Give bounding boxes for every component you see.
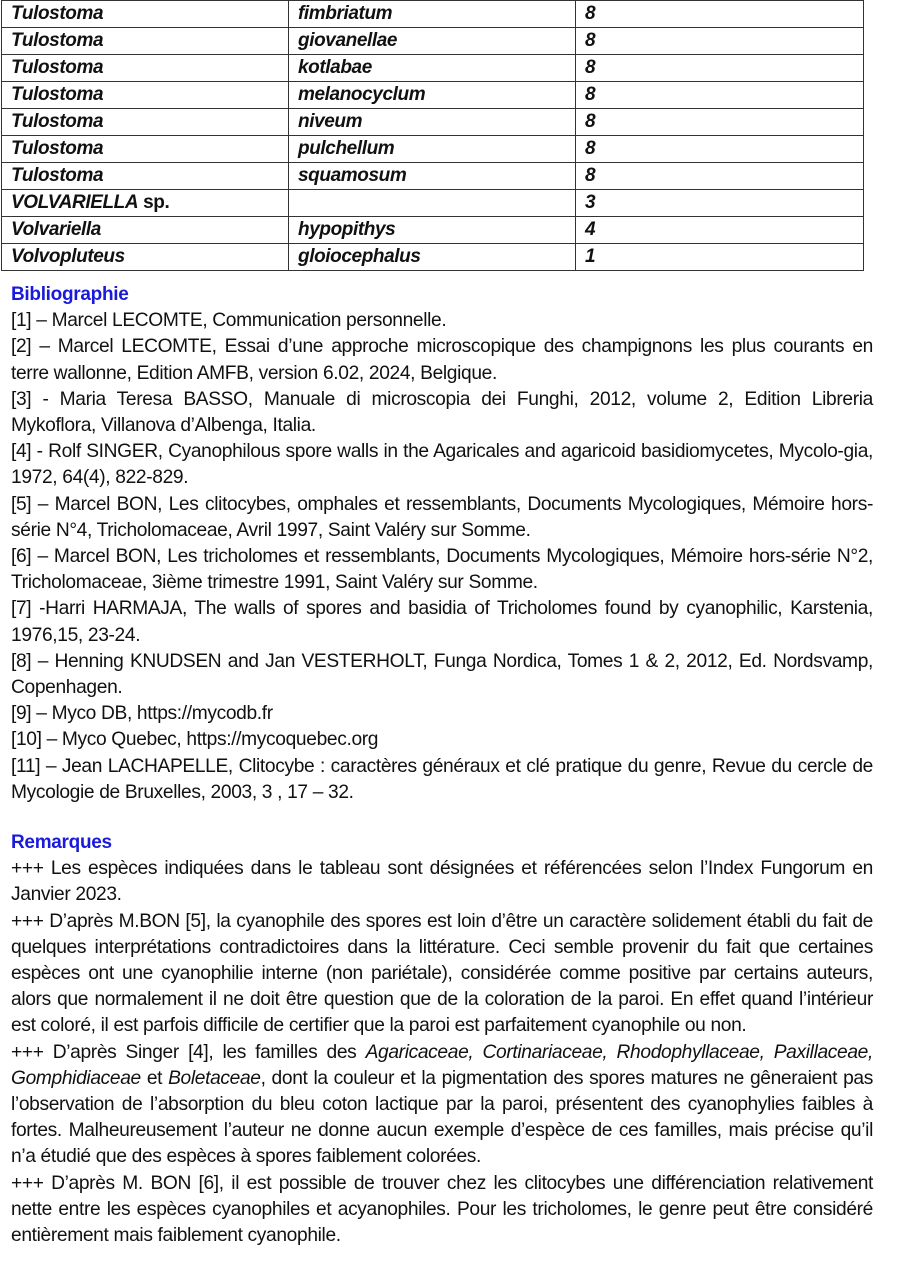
species-cell: pulchellum [289,136,576,163]
table-row [2,244,864,271]
family-name-boletaceae: Boletaceae [168,1067,261,1089]
remark-item: +++ Les espèces indiquées dans le tableau sont désignées et référencées selon l’Index Fungorum en Janvier 2023. [11,858,873,906]
count-cell: 3 [576,190,864,217]
reference-item: [5] – Marcel BON, Les clitocybes, omphales et ressemblants, Documents Mycologiques, Mémoire hors-série N°4, Tricholomaceae, Avril 1997, Saint Valéry sur Somme. [11,493,873,541]
species-cell: kotlabae [289,55,576,82]
table-row [2,55,864,82]
species-cell: fimbriatum [289,1,576,28]
family-names: Agaricaceae, Cortinariaceae, Rhodophyllaceae, Paxillaceae, Gomphidiaceae [11,1041,873,1089]
table-row [2,1,864,28]
count-cell: 8 [576,109,864,136]
reference-item: [9] – Myco DB, https://mycodb.fr [11,703,273,725]
genus-cell: Tulostoma [2,82,289,109]
bibliography-heading: Bibliographie [11,284,129,305]
genus-cell: Tulostoma [2,109,289,136]
remark-text: +++ D’après Singer [4], les familles des [11,1041,366,1063]
remarks-section [11,830,873,1249]
count-cell: 8 [576,82,864,109]
genus-cell: Tulostoma [2,136,289,163]
remark-item: +++ D’après M. BON [6], il est possible de trouver chez les clitocybes une différenciation relativement nette entre les espèces cyanophiles et acyanophiles. Pour les tricholomes, le genre peut être considéré entièrement mais faiblement cyanophile. [11,1172,873,1247]
reference-item: [1] – Marcel LECOMTE, Communication personnelle. [11,310,447,332]
table-row [2,163,864,190]
genus-name: VOLVARIELLA [11,192,139,213]
count-cell: 8 [576,1,864,28]
reference-item: [8] – Henning KNUDSEN and Jan VESTERHOLT, Funga Nordica, Tomes 1 & 2, 2012, Ed. Nordsvamp, Copenhagen. [11,650,873,699]
table-row [2,109,864,136]
reference-item: [4] - Rolf SINGER, Cyanophilous spore walls in the Agaricales and agaricoid basidiomycetes, Mycolo-gia, 1972, 64(4), 822-829. [11,441,873,489]
table-row [2,28,864,55]
remark-item: +++ D’après M.BON [5], la cyanophile des spores est loin d’être un caractère solidement établi du fait de quelques interprétations contradictoires dans la littérature. Ceci semble provenir du fait que certaines espèces ont une cyanophilie interne (non pariétale), considérée comme positive par certains auteurs, alors que normalement il ne doit être question que de la coloration de la paroi. En effet quand l’intérieur est coloré, il est parfois difficile de certifier que la paroi est parfaitement cyanophile ou non. [11,910,873,1037]
species-cell: niveum [289,109,576,136]
remark-text: , dont la couleur et la pigmentation des spores matures ne gêneraient pas l’observation de l’absorption du bleu coton lactique par la paroi, présentent des cyanophylies faibles à fortes. Malheureusement l’auteur ne donne aucun exemple d’espèce de ces familles, mais précise qu’il n’a étudié que des espèces à spores faiblement colorées. [11,1067,873,1168]
species-cell: giovanellae [289,28,576,55]
bibliography-section [11,282,873,806]
genus-cell: Tulostoma [2,163,289,190]
count-cell: 1 [576,244,864,271]
genus-suffix: sp. [138,192,170,213]
count-cell: 8 [576,136,864,163]
table-row [2,136,864,163]
species-cell: squamosum [289,163,576,190]
genus-cell: Tulostoma [2,55,289,82]
count-cell: 4 [576,217,864,244]
remarks-heading: Remarques [11,832,112,853]
table-row [2,82,864,109]
species-cell: melanocyclum [289,82,576,109]
species-cell: gloiocephalus [289,244,576,271]
reference-item: [3] - Maria Teresa BASSO, Manuale di microscopia dei Funghi, 2012, volume 2, Edition Libreria Mykoflora, Villanova d’Albenga, Italia. [11,388,873,437]
reference-item: [6] – Marcel BON, Les tricholomes et ressemblants, Documents Mycologiques, Mémoire hors-série N°2, Tricholomaceae, 3ième trimestre 1991, Saint Valéry sur Somme. [11,546,873,594]
count-cell: 8 [576,163,864,190]
reference-item: [7] -Harri HARMAJA, The walls of spores and basidia of Tricholomes found by cyanophilic, Karstenia, 1976,15, 23-24. [11,598,873,646]
genus-cell: Tulostoma [2,1,289,28]
reference-item: [10] – Myco Quebec, https://mycoquebec.org [11,729,379,751]
genus-cell [2,190,289,217]
remark-text: et [140,1067,169,1089]
genus-cell: Tulostoma [2,28,289,55]
count-cell: 8 [576,55,864,82]
genus-cell: Volvariella [2,217,289,244]
species-cell [289,190,576,217]
reference-item: [2] – Marcel LECOMTE, Essai d’une approche microscopique des champignons les plus courants en terre wallonne, Edition AMFB, version 6.02, 2024, Belgique. [11,336,873,384]
count-cell: 8 [576,28,864,55]
remark-item [11,1040,873,1171]
table-row [2,217,864,244]
species-table [1,0,864,271]
table-row [2,190,864,217]
species-cell: hypopithys [289,217,576,244]
genus-cell: Volvopluteus [2,244,289,271]
reference-item: [11] – Jean LACHAPELLE, Clitocybe : caractères généraux et clé pratique du genre, Revue du cercle de Mycologie de Bruxelles, 2003, 3 , 17 – 32. [11,755,873,803]
